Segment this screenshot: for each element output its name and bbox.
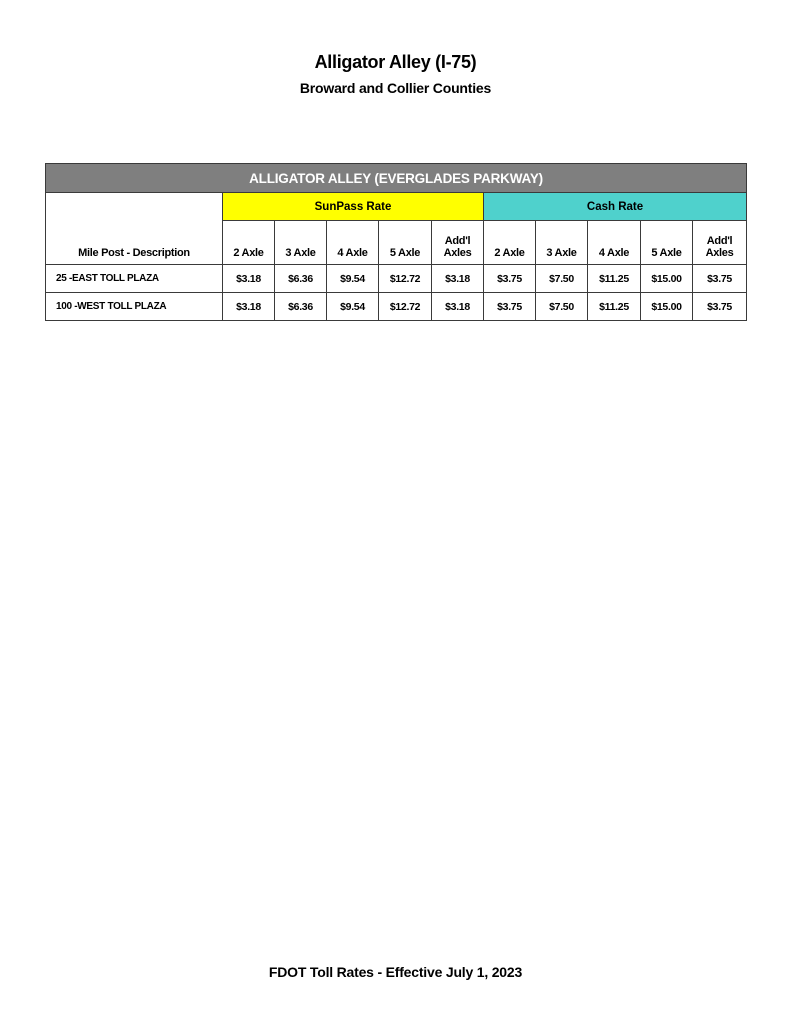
cash-rate-cell: $7.50 [536, 265, 588, 293]
cash-col-header: 5 Axle [641, 221, 693, 265]
sunpass-rate-cell: $3.18 [432, 293, 484, 321]
cash-rate-cell: $11.25 [588, 293, 641, 321]
cash-rate-header: Cash Rate [484, 193, 747, 221]
table-row [46, 265, 747, 293]
toll-rate-table [45, 163, 747, 321]
cash-col-header: Add'l Axles [693, 221, 747, 265]
sunpass-rate-cell: $3.18 [432, 265, 484, 293]
page-footer: FDOT Toll Rates - Effective July 1, 2023 [268, 964, 523, 980]
sunpass-rate-cell: $3.18 [223, 293, 275, 321]
page-subtitle: Broward and Collier Counties [299, 80, 492, 96]
sunpass-rate-header: SunPass Rate [223, 193, 484, 221]
sunpass-rate-cell: $12.72 [379, 265, 432, 293]
cash-col-header: 3 Axle [536, 221, 588, 265]
cash-rate-cell: $11.25 [588, 265, 641, 293]
sunpass-rate-cell: $9.54 [327, 293, 379, 321]
cash-rate-cell: $3.75 [484, 265, 536, 293]
cash-rate-cell: $15.00 [641, 265, 693, 293]
sunpass-col-header: 4 Axle [327, 221, 379, 265]
cash-rate-cell: $3.75 [693, 293, 747, 321]
table-banner: ALLIGATOR ALLEY (EVERGLADES PARKWAY) [46, 164, 747, 193]
row-description: 100 -WEST TOLL PLAZA [46, 293, 223, 321]
sunpass-rate-cell: $12.72 [379, 293, 432, 321]
sunpass-col-header: 5 Axle [379, 221, 432, 265]
sunpass-rate-cell: $9.54 [327, 265, 379, 293]
row-description: 25 -EAST TOLL PLAZA [46, 265, 223, 293]
cash-col-header: 2 Axle [484, 221, 536, 265]
sunpass-rate-cell: $3.18 [223, 265, 275, 293]
cash-rate-cell: $15.00 [641, 293, 693, 321]
page-title: Alligator Alley (I-75) [314, 52, 477, 72]
sunpass-rate-cell: $6.36 [275, 265, 327, 293]
sunpass-col-header: 2 Axle [223, 221, 275, 265]
table-corner-cell [46, 193, 223, 221]
table-row [46, 293, 747, 321]
description-header: Mile Post - Description [46, 221, 223, 265]
cash-col-header: 4 Axle [588, 221, 641, 265]
sunpass-col-header: 3 Axle [275, 221, 327, 265]
cash-rate-cell: $3.75 [484, 293, 536, 321]
sunpass-rate-cell: $6.36 [275, 293, 327, 321]
cash-rate-cell: $3.75 [693, 265, 747, 293]
sunpass-col-header: Add'l Axles [432, 221, 484, 265]
cash-rate-cell: $7.50 [536, 293, 588, 321]
